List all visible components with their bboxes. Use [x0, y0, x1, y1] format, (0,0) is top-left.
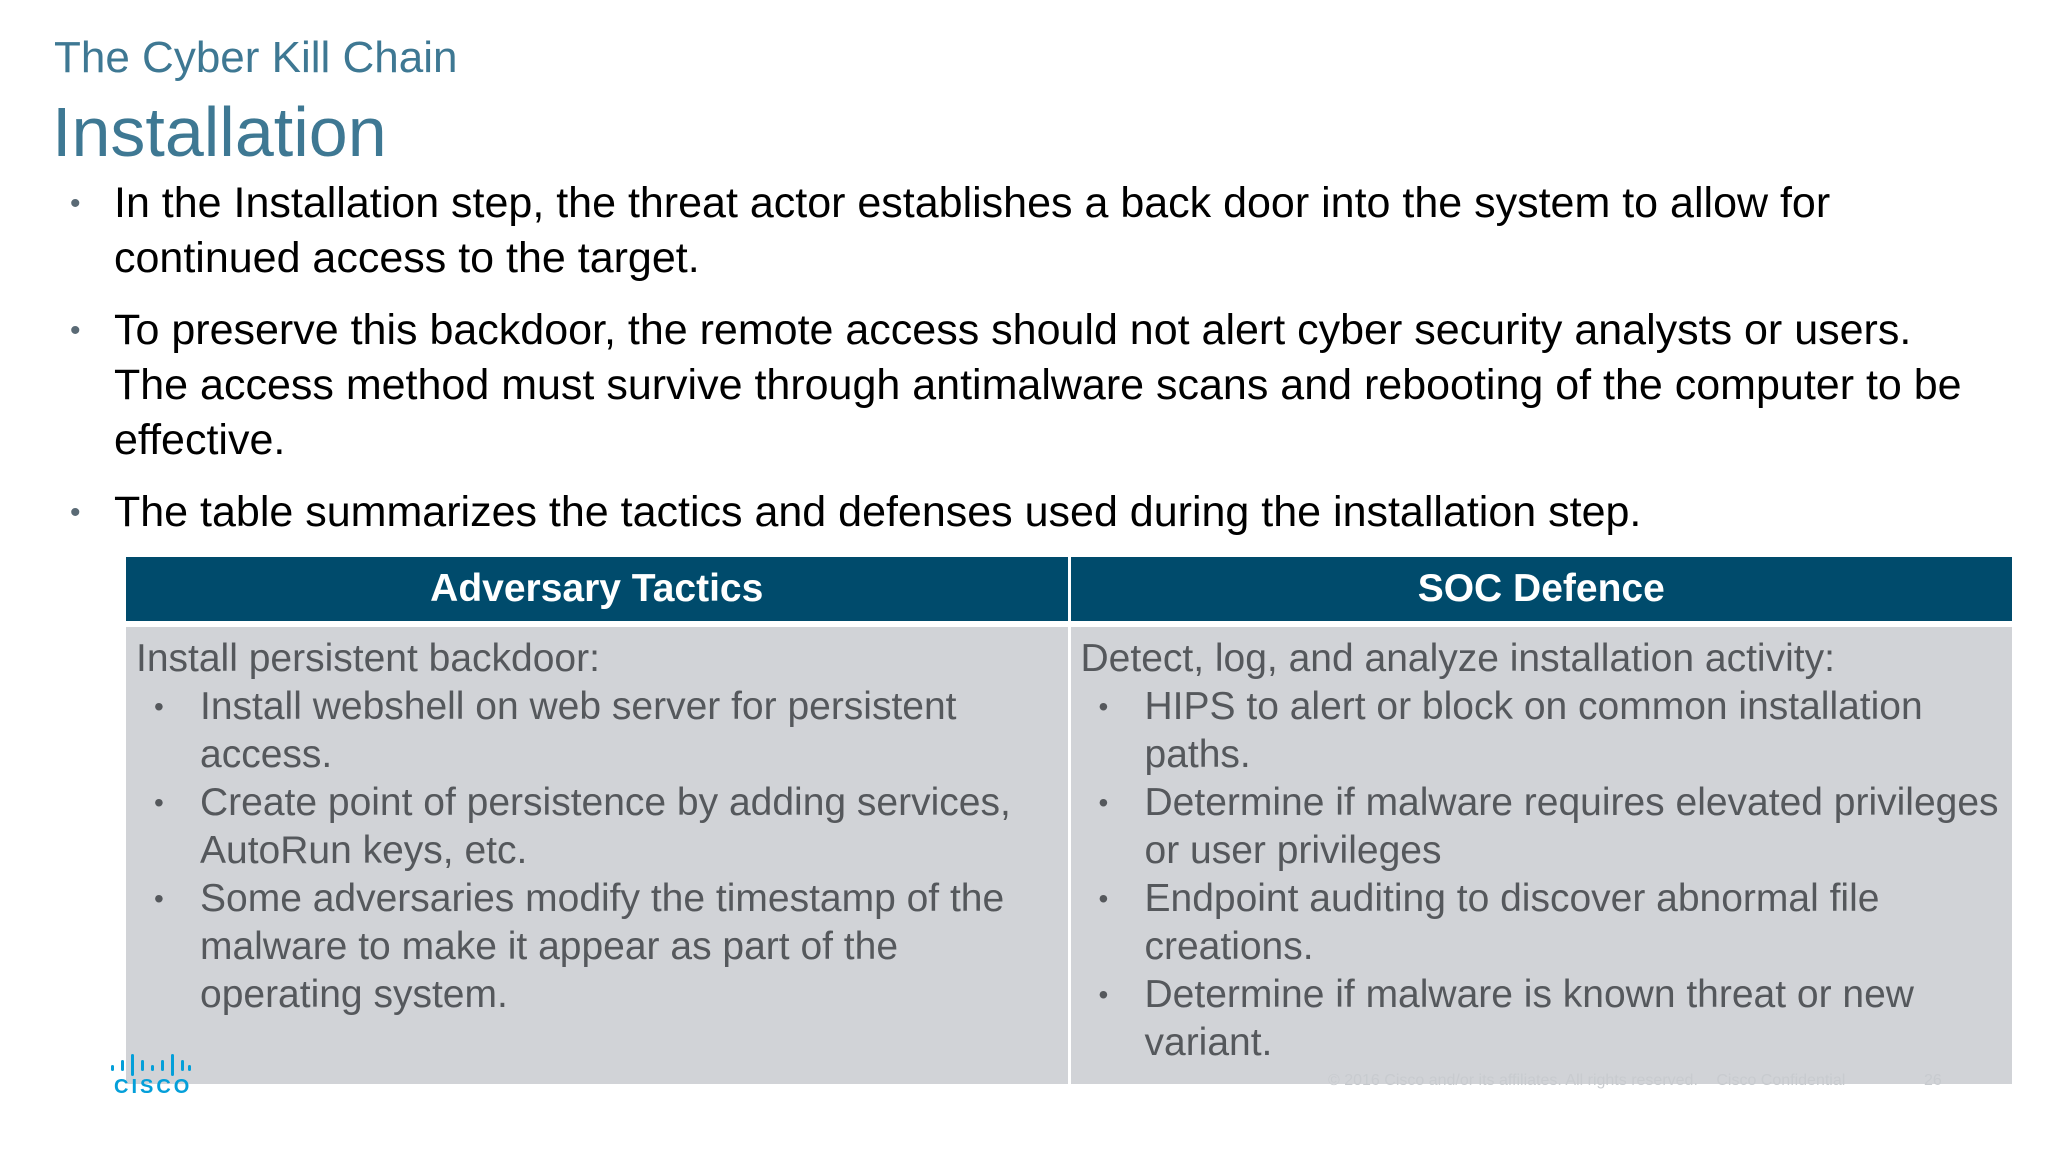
list-item [1081, 875, 2003, 971]
soc-defence-cell [1069, 624, 2012, 1084]
header-adversary-tactics: Adversary Tactics [126, 557, 1069, 624]
footer-legal [1328, 1072, 1859, 1090]
bullet-dot: • [1098, 883, 1109, 914]
list-item-text: Endpoint auditing to discover abnormal file creations. [1144, 877, 1880, 968]
adversary-tactics-cell [126, 624, 1069, 1084]
list-item [136, 779, 1058, 875]
cell-heading: Install persistent backdoor: [136, 637, 600, 680]
cisco-wordmark: CISCO [114, 1076, 193, 1098]
cell-heading: Detect, log, and analyze installation activity: [1080, 637, 1835, 680]
list-item [1081, 779, 2003, 875]
bullet-item [70, 176, 1970, 286]
tactics-defence-table [126, 557, 2012, 1084]
page-number: 26 [1924, 1072, 1942, 1089]
bullet-dot: • [1098, 979, 1109, 1010]
footer-confidential: Cisco Confidential [1716, 1072, 1846, 1089]
table-row [126, 624, 2012, 1084]
cisco-bridge-icon [110, 1054, 192, 1076]
slide-title: Installation [52, 93, 387, 171]
list-item-text: Determine if malware is known threat or new variant. [1144, 973, 1914, 1064]
bullet-dot: • [154, 691, 164, 722]
list-item [136, 875, 1058, 1019]
bullet-text: To preserve this backdoor, the remote access should not alert cyber security analysts or users. The access method must survive through antimalware scans and rebooting of the computer to be effective. [114, 306, 1962, 464]
bullet-text: The table summarizes the tactics and defenses used during the installation step. [114, 488, 1642, 536]
bullet-item [70, 485, 1970, 540]
list-item-text: Create point of persistence by adding services, AutoRun keys, etc. [200, 781, 1011, 872]
bullet-dot: • [70, 187, 81, 220]
bullet-dot: • [70, 314, 81, 347]
cell-list [1081, 683, 2003, 1067]
slide-supertitle: The Cyber Kill Chain [54, 33, 458, 82]
bullet-dot: • [154, 883, 164, 914]
list-item [1081, 683, 2003, 779]
cisco-logo [110, 1054, 192, 1100]
list-item-text: HIPS to alert or block on common installation paths. [1144, 685, 1923, 776]
cell-list [136, 683, 1058, 1019]
bullet-text: In the Installation step, the threat actor establishes a back door into the system to allow for continued access to the target. [114, 179, 1831, 282]
bullet-dot: • [70, 496, 81, 529]
header-soc-defence: SOC Defence [1069, 557, 2012, 624]
list-item-text: Install webshell on web server for persistent access. [200, 685, 957, 776]
bullet-dot: • [1098, 691, 1109, 722]
bullet-dot: • [154, 787, 164, 818]
bullet-dot: • [1098, 787, 1109, 818]
table-header-row [126, 557, 2012, 624]
list-item-text: Some adversaries modify the timestamp of the malware to make it appear as part of the operating system. [200, 877, 1005, 1016]
footer-copyright: © 2016 Cisco and/or its affiliates. All rights reserved. [1328, 1072, 1698, 1089]
bullet-item [70, 303, 1970, 468]
list-item [1081, 971, 2003, 1067]
bullet-list [70, 176, 1970, 557]
list-item [136, 683, 1058, 779]
list-item-text: Determine if malware requires elevated privileges or user privileges [1144, 781, 1999, 872]
